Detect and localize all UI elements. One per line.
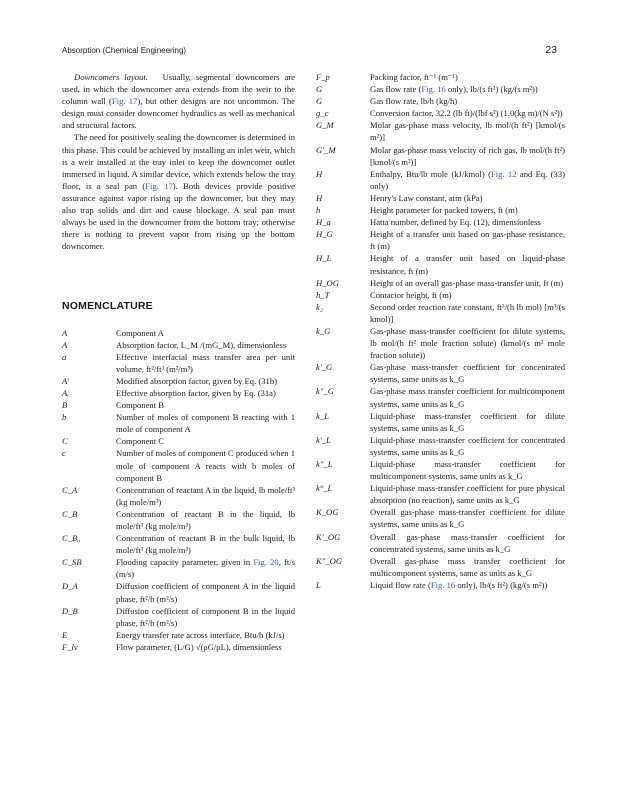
- nomenclature-entry: [316, 325, 565, 361]
- nomenclature-symbol: D_B: [62, 605, 78, 616]
- nomenclature-symbol: g_c: [316, 108, 329, 119]
- nomenclature-definition: Packing factor, ft⁻¹ (m⁻¹): [370, 72, 458, 82]
- nomenclature-definition: Height of a transfer unit based on liquid-phase resistance, ft (m): [370, 253, 565, 276]
- nomenclature-entry: [62, 387, 295, 399]
- nomenclature-entry: [62, 556, 295, 580]
- nomenclature-entry: [316, 579, 565, 591]
- nomenclature-symbol: C: [62, 436, 68, 447]
- nomenclature-entry: [62, 484, 295, 508]
- nomenclature-definition: Gas-phase mass transfer coefficient for multicomponent systems, same units as k_G: [370, 386, 565, 409]
- nomenclature-list-right: [316, 71, 565, 591]
- nomenclature-symbol: H: [316, 168, 323, 179]
- nomenclature-entry: [316, 216, 565, 228]
- nomenclature-entry: [316, 168, 565, 192]
- nomenclature-symbol: a: [62, 351, 67, 362]
- nomenclature-entry: [62, 435, 295, 447]
- nomenclature-entry: [62, 605, 295, 629]
- nomenclature-definition: Henry's Law constant, atm (kPa): [370, 192, 483, 203]
- nomenclature-definition: Diffusion coefficient of component B in the liquid phase, ft²/h (m²/s): [116, 605, 295, 628]
- nomenclature-entry: [62, 508, 295, 532]
- nomenclature-symbol: c: [62, 448, 66, 459]
- nomenclature-entry: [316, 228, 565, 252]
- p2-text-a: The need for positively sealing the downcomer is determined in this phase. This could be achieved by installing an inlet weir, which is a weir installed at the tray inlet to keep the downcomer outlet immersed in liquid. A similar device, which extends below the tray floor, is a seal pan (: [62, 132, 295, 191]
- p1-text-b: ), but other designs are not uncommon. The design must consider downcomer hydraulics as well as mechanical and structural factors.: [62, 96, 295, 131]
- running-header: [62, 44, 557, 58]
- definition-text: Flooding capacity parameter, given in: [116, 557, 254, 568]
- nomenclature-symbol: h: [316, 205, 321, 216]
- nomenclature-definition: Number of moles of component B reacting with 1 mole of component A: [116, 412, 295, 435]
- nomenclature-symbol: H_L: [316, 253, 332, 264]
- nomenclature-entry: [316, 107, 565, 119]
- p1-text-a: Usually, segmental downcomers are used, in which the downcomer area extends from the weir to the column wall (: [62, 72, 295, 107]
- nomenclature-entry: [62, 375, 295, 387]
- nomenclature-definition: Height of a transfer unit based on gas-phase resistance, ft (m): [370, 229, 565, 252]
- nomenclature-symbol: H_G: [316, 229, 333, 240]
- nomenclature-definition: Molar gas-phase mass velocity, lb mol/(h ft²) [kmol/(s m²)]: [370, 120, 565, 143]
- nomenclature-entry: [62, 327, 295, 339]
- nomenclature-entry: [316, 71, 565, 83]
- nomenclature-definition: [116, 556, 295, 580]
- nomenclature-definition: Conversion factor, 32.2 (lb ft)/(lbf s²) (1.0(kg m)/(N s²)): [370, 108, 563, 119]
- nomenclature-entry: [316, 410, 565, 434]
- figure-link[interactable]: Fig. 16: [430, 579, 456, 590]
- nomenclature-entry: [316, 301, 565, 325]
- nomenclature-symbol: k′_L: [316, 434, 331, 445]
- nomenclature-definition: Liquid-phase mass-transfer coefficient for pure physical absorption (no reaction), same units as k_G: [370, 483, 565, 506]
- nomenclature-symbol: A: [62, 339, 68, 350]
- nomenclature-heading: NOMENCLATURE: [62, 300, 153, 313]
- nomenclature-symbol: Aₑ: [62, 387, 70, 398]
- nomenclature-symbol: C_B₀: [62, 533, 81, 544]
- nomenclature-entry: [316, 204, 565, 216]
- nomenclature-entry: [316, 482, 565, 506]
- nomenclature-definition: Gas-phase mass-transfer coefficient for concentrated systems, same units as k_G: [370, 362, 565, 385]
- nomenclature-definition: Gas flow rate, lb/h (kg/h): [370, 96, 458, 107]
- nomenclature-symbol: G′_M: [316, 144, 336, 155]
- nomenclature-entry: [62, 629, 295, 641]
- nomenclature-entry: [316, 555, 565, 579]
- nomenclature-list-left: [62, 327, 295, 654]
- nomenclature-definition: Overall gas-phase mass-transfer coefficient for concentrated systems, same units as k_G: [370, 531, 565, 554]
- nomenclature-definition: Component C: [116, 436, 164, 447]
- nomenclature-symbol: G_M: [316, 120, 334, 131]
- nomenclature-definition: [370, 83, 565, 95]
- nomenclature-symbol: H_OG: [316, 277, 339, 288]
- nomenclature-symbol: k″_G: [316, 386, 334, 397]
- nomenclature-symbol: k₂: [316, 301, 323, 312]
- nomenclature-symbol: k°_L: [316, 483, 333, 494]
- nomenclature-symbol: C_A: [62, 484, 78, 495]
- nomenclature-entry: [316, 192, 565, 204]
- definition-text: Liquid flow rate (: [370, 579, 431, 590]
- nomenclature-entry: [316, 252, 565, 276]
- nomenclature-entry: [316, 119, 565, 143]
- nomenclature-definition: Contactor height, ft (m): [370, 289, 452, 300]
- nomenclature-definition: Hatta number, defined by Eq. (12), dimensionless: [370, 217, 541, 228]
- nomenclature-definition: Component B: [116, 400, 164, 411]
- nomenclature-entry: [62, 580, 295, 604]
- figure-link[interactable]: Fig. 12: [490, 168, 517, 179]
- nomenclature-entry: [316, 531, 565, 555]
- nomenclature-symbol: k_L: [316, 410, 329, 421]
- nomenclature-definition: Height of an overall gas-phase mass-transfer unit, ft (m): [370, 277, 564, 288]
- nomenclature-symbol: A: [62, 327, 68, 338]
- nomenclature-definition: Concentration of reactant B in the liquid, lb mole/ft³ (kg mole/m³): [116, 508, 295, 531]
- nomenclature-symbol: k_G: [316, 325, 331, 336]
- nomenclature-definition: Energy transfer rate across interface, Btu/h (kJ/s): [116, 629, 285, 640]
- fig-17-link-2[interactable]: Fig. 17: [145, 180, 173, 191]
- nomenclature-definition: Diffusion coefficient of component A in the liquid phase, ft²/h (m²/s): [116, 581, 295, 604]
- nomenclature-definition: Concentration of reactant B in the bulk liquid, lb mole/ft³ (kg mole/m³): [116, 533, 295, 556]
- nomenclature-symbol: h_T: [316, 289, 330, 300]
- figure-link[interactable]: Fig. 16: [421, 84, 446, 95]
- nomenclature-definition: Second order reaction rate constant, ft³/(h lb mol) [m³/(s kmol)]: [370, 301, 565, 324]
- nomenclature-definition: Height parameter for packed towers, ft (m): [370, 205, 518, 216]
- nomenclature-entry: [316, 95, 565, 107]
- p2-text-b: ). Both devices provide positive assurance against vapor rising up the downcomer, but they may also trap solids and dirt and cause blockage. A seal pan must always be used in the downcomer from the bottom tray; otherwise there is nothing to prevent vapor from rising up the bottom downcomer.: [62, 180, 295, 252]
- nomenclature-definition: Absorption factor, L_M /(mG_M), dimensionless: [116, 339, 287, 350]
- nomenclature-definition: [370, 579, 565, 591]
- nomenclature-definition: Liquid-phase mass-transfer coefficient for concentrated systems, same units as k_G: [370, 434, 565, 457]
- downcomers-paragraph-1: [62, 71, 295, 131]
- nomenclature-definition: Overall gas-phase mass-transfer coefficient for dilute systems, same units as k_G: [370, 507, 565, 530]
- nomenclature-symbol: K″_OG: [316, 555, 343, 566]
- nomenclature-entry: [62, 399, 295, 411]
- nomenclature-entry: [316, 144, 565, 168]
- nomenclature-symbol: G: [316, 84, 323, 95]
- nomenclature-entry: [62, 339, 295, 351]
- nomenclature-entry: [316, 506, 565, 530]
- definition-text: and Eq. (33) only): [370, 168, 565, 191]
- definition-text: , ft/s (m/s): [116, 557, 295, 580]
- nomenclature-entry: [316, 289, 565, 301]
- nomenclature-definition: Component A: [116, 327, 164, 338]
- nomenclature-definition: Effective interfacial mass transfer area per unit volume, ft²/ft³ (m²/m³): [116, 351, 295, 374]
- nomenclature-symbol: k′_G: [316, 362, 333, 373]
- nomenclature-symbol: C_SB: [62, 557, 82, 568]
- nomenclature-entry: [62, 641, 295, 653]
- nomenclature-symbol: C_B: [62, 508, 78, 519]
- definition-text: Enthalpy, Btu/lb mole (kJ/kmol) (: [370, 168, 491, 179]
- nomenclature-symbol: D_A: [62, 581, 78, 592]
- nomenclature-entry: [316, 83, 565, 95]
- nomenclature-definition: Concentration of reactant A in the liquid, lb mole/ft³ (kg mole/m³): [116, 484, 295, 507]
- nomenclature-symbol: H_a: [316, 217, 331, 228]
- downcomers-paragraph-2: [62, 131, 295, 252]
- nomenclature-entry: [316, 458, 565, 482]
- nomenclature-symbol: b: [62, 412, 67, 423]
- nomenclature-definition: Flow parameter, (L/G) √(ρG/ρL), dimensionless: [116, 641, 282, 652]
- page-number: 23: [545, 44, 557, 56]
- nomenclature-entry: [316, 361, 565, 385]
- nomenclature-definition: Molar gas-phase mass velocity of rich gas, lb mol/(h ft²) [kmol/(s m²)]: [370, 144, 565, 167]
- nomenclature-entry: [62, 351, 295, 375]
- nomenclature-symbol: K_OG: [316, 507, 339, 518]
- nomenclature-symbol: k″_L: [316, 459, 333, 469]
- nomenclature-entry: [62, 411, 295, 435]
- definition-text: Gas flow rate (: [370, 84, 422, 95]
- downcomers-heading: Downcomers layout.: [74, 72, 148, 82]
- nomenclature-entry: [316, 385, 565, 409]
- definition-text: only), lb/(s ft²) (kg/(s m²)): [455, 579, 548, 590]
- nomenclature-symbol: K′_OG: [316, 531, 341, 542]
- nomenclature-symbol: G: [316, 96, 323, 107]
- nomenclature-symbol: A′: [62, 375, 70, 386]
- nomenclature-entry: [316, 434, 565, 458]
- nomenclature-definition: Modified absorption factor, given by Eq. (31b): [116, 375, 277, 386]
- definition-text: only), lb/(s ft²) (kg/(s m²)): [445, 84, 538, 95]
- nomenclature-symbol: E: [62, 629, 68, 640]
- nomenclature-definition: Effective absorption factor, given by Eq. (31a): [116, 387, 276, 398]
- nomenclature-entry: [62, 532, 295, 556]
- nomenclature-symbol: L: [316, 579, 321, 590]
- nomenclature-definition: Liquid-phase mass-transfer coefficient for dilute systems, same units as k_G: [370, 410, 565, 433]
- nomenclature-symbol: F_p: [316, 72, 330, 82]
- left-column: [62, 71, 295, 653]
- fig-17-link[interactable]: Fig. 17: [111, 96, 138, 107]
- nomenclature-entry: [316, 277, 565, 289]
- figure-link[interactable]: Fig. 20: [253, 557, 279, 568]
- nomenclature-entry: [62, 447, 295, 483]
- nomenclature-symbol: H: [316, 192, 323, 203]
- nomenclature-symbol: B: [62, 400, 68, 411]
- nomenclature-definition: Number of moles of component C produced when 1 mole of component A reacts with b moles of component B: [116, 448, 295, 483]
- nomenclature-definition: Overall gas-phase mass transfer coefficient for multicomponent systems, same as units as k_G: [370, 555, 565, 578]
- running-title: Absorption (Chemical Engineering): [62, 46, 187, 55]
- nomenclature-definition: Gas-phase mass-transfer coefficient for dilute systems, lb mol/(h ft² mole fraction solute) (kmol/(s m² mole fraction solute)): [370, 325, 565, 361]
- nomenclature-definition: Liquid-phase mass-transfer coefficient for multicomponent systems, same units as k_G: [370, 459, 565, 482]
- nomenclature-symbol: F_lv: [62, 641, 78, 652]
- nomenclature-definition: [370, 168, 565, 192]
